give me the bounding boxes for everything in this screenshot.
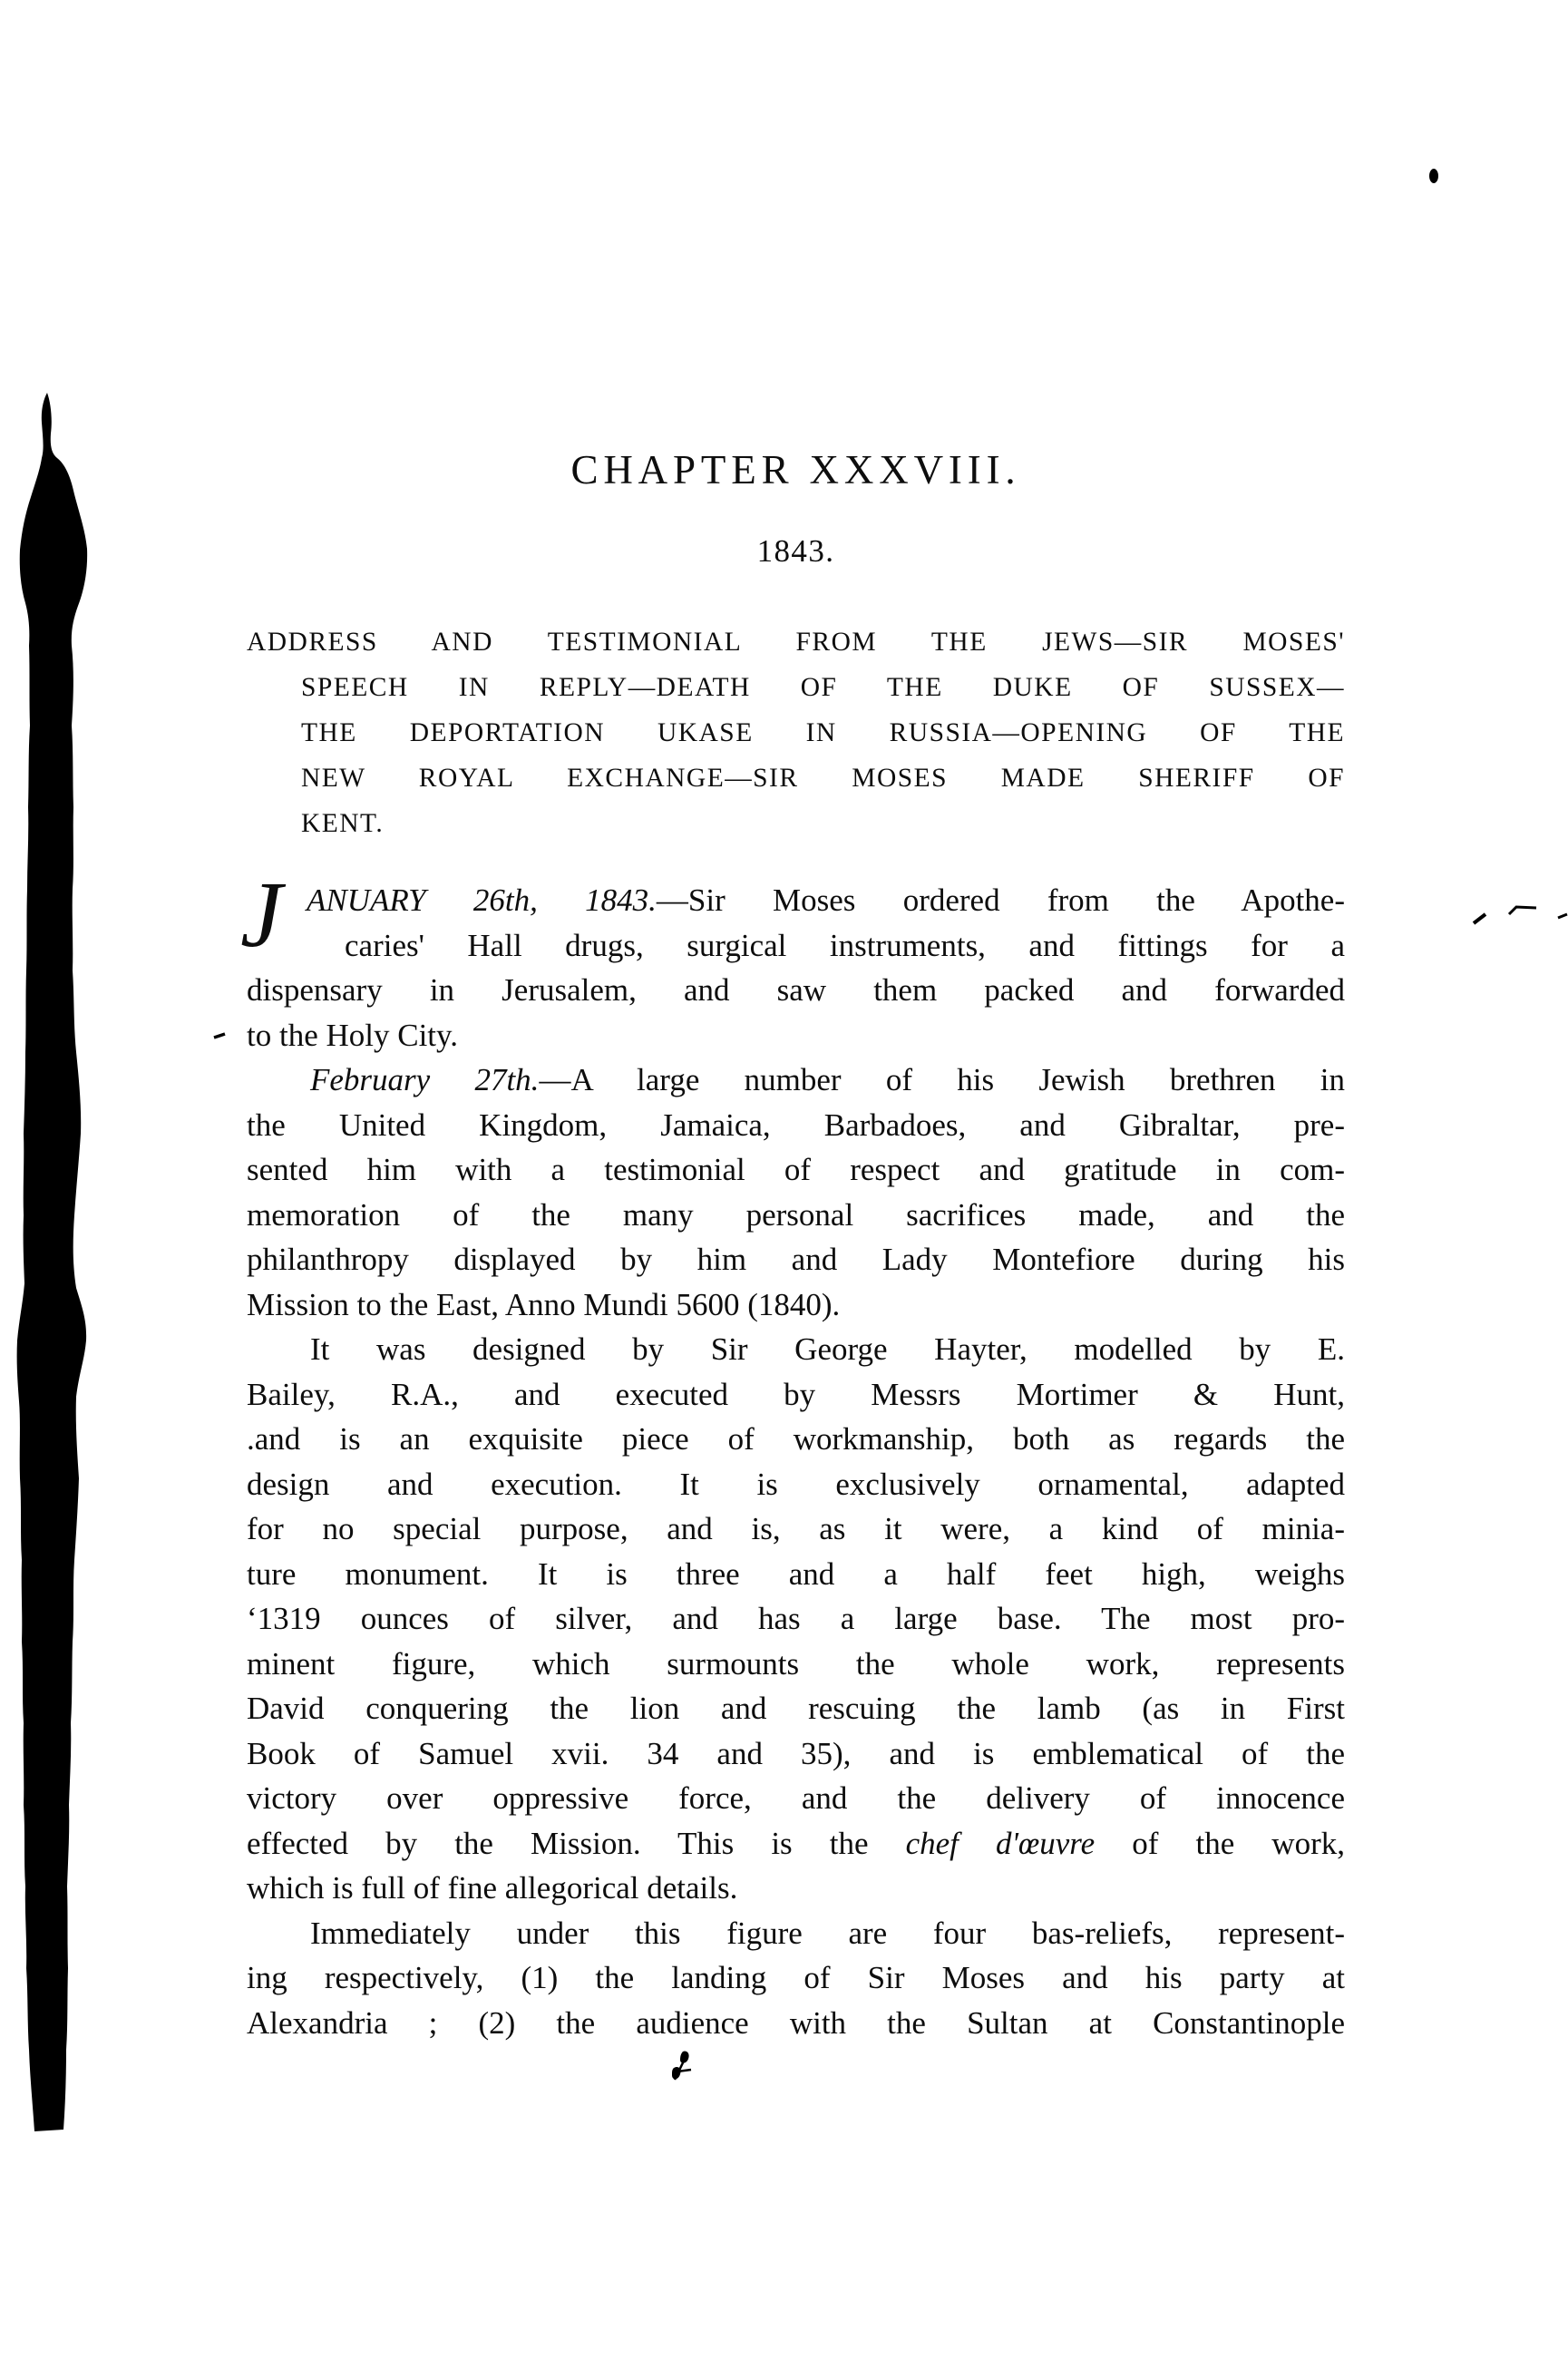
body-line-text: —A large number of his Jewish brethren in (539, 1062, 1345, 1097)
body-line: ture monument. It is three and a half feet high, weighs (247, 1555, 1345, 1592)
body-line (247, 1058, 1345, 1103)
body-line: David conquering the lion and rescuing the lamb (as in First (247, 1691, 1345, 1726)
body-line: sented him with a testimonial of respect and gratitude in com- (247, 1152, 1345, 1187)
date-italic: February 27th. (310, 1062, 540, 1097)
ink-speck-icon (1429, 169, 1438, 183)
summary-line: ADDRESS AND TESTIMONIAL FROM THE JEWS—SIR MOSES' (247, 628, 1345, 657)
body-line: ‘1319 ounces of silver, and has a large base. The most pro- (247, 1601, 1345, 1636)
body-line: minent figure, which surmounts the whole work, represents (247, 1645, 1345, 1682)
body-line: ing respectively, (1) the landing of Sir Moses and his party at (247, 1960, 1345, 1995)
body-line: Immediately under this figure are four bas-reliefs, represent- (310, 1915, 1345, 1951)
pencil-mark-icon (1558, 914, 1567, 918)
body-line: for no special purpose, and is, as it were, a kind of minia- (247, 1511, 1345, 1546)
body-line (307, 878, 1345, 923)
body-line: Mission to the East, Anno Mundi 5600 (1840). (247, 1286, 841, 1322)
body-line: memoration of the many personal sacrifices made, and the (247, 1196, 1345, 1233)
french-phrase-italic: chef d'œuvre (905, 1825, 1096, 1861)
chapter-title: CHAPTER XXXVIII. (570, 447, 1021, 492)
pencil-mark-icon (1509, 907, 1536, 914)
body-text (240, 863, 1345, 2045)
chapter-summary (247, 619, 1345, 846)
body-line (247, 1821, 1345, 1867)
body-line: philanthropy displayed by him and Lady Montefiore during his (247, 1242, 1345, 1277)
pencil-mark-icon (1474, 914, 1485, 923)
body-line-text: —Sir Moses ordered from the Apothe- (656, 882, 1345, 918)
printers-ink-squiggle-icon (672, 2052, 691, 2080)
body-line-text: effected by the Mission. This is the (247, 1825, 906, 1861)
body-line: Bailey, R.A., and executed by Messrs Mortimer & Hunt, (247, 1376, 1345, 1412)
body-line: design and execution. It is exclusively ornamental, adapted (247, 1466, 1345, 1502)
chapter-year: 1843. (756, 533, 835, 569)
body-line: It was designed by Sir George Hayter, modelled by E. (310, 1331, 1345, 1367)
body-line: to the Holy City. (247, 1017, 459, 1053)
summary-line: KENT. (301, 809, 385, 838)
paragraph-bas-reliefs (247, 1911, 1345, 2046)
binding-ink-blob-icon (17, 393, 88, 2131)
body-line-text: of the work, (1095, 1825, 1345, 1861)
summary-line: THE DEPORTATION UKASE IN RUSSIA—OPENING OF THE (301, 718, 1345, 747)
body-line: caries' Hall drugs, surgical instruments, and fittings for a (345, 927, 1345, 963)
body-line: .and is an exquisite piece of workmanship, both as regards the (247, 1421, 1345, 1457)
body-line: the United Kingdom, Jamaica, Barbadoes, and Gibraltar, pre- (247, 1107, 1345, 1143)
margin-dash-icon (214, 1034, 225, 1038)
body-line: Alexandria ; (2) the audience with the Sultan at Constantinople (247, 2004, 1345, 2041)
paragraph-january (240, 863, 1345, 1058)
summary-line: SPEECH IN REPLY—DEATH OF THE DUKE OF SUSSEX— (301, 673, 1345, 702)
body-line: which is full of fine allegorical details. (247, 1870, 738, 1906)
dropcap-J: J (240, 863, 283, 967)
paragraph-february (247, 1058, 1345, 1327)
body-line: Book of Samuel xvii. 34 and 35), and is emblematical of the (247, 1735, 1345, 1771)
body-line: victory over oppressive force, and the delivery of innocence (247, 1780, 1345, 1816)
summary-line: NEW ROYAL EXCHANGE—SIR MOSES MADE SHERIFF OF (301, 764, 1345, 793)
date-italic: ANUARY 26th, 1843. (307, 882, 657, 918)
body-line: dispensary in Jerusalem, and saw them packed and forwarded (247, 972, 1345, 1008)
paragraph-testimonial-design (247, 1327, 1345, 1911)
